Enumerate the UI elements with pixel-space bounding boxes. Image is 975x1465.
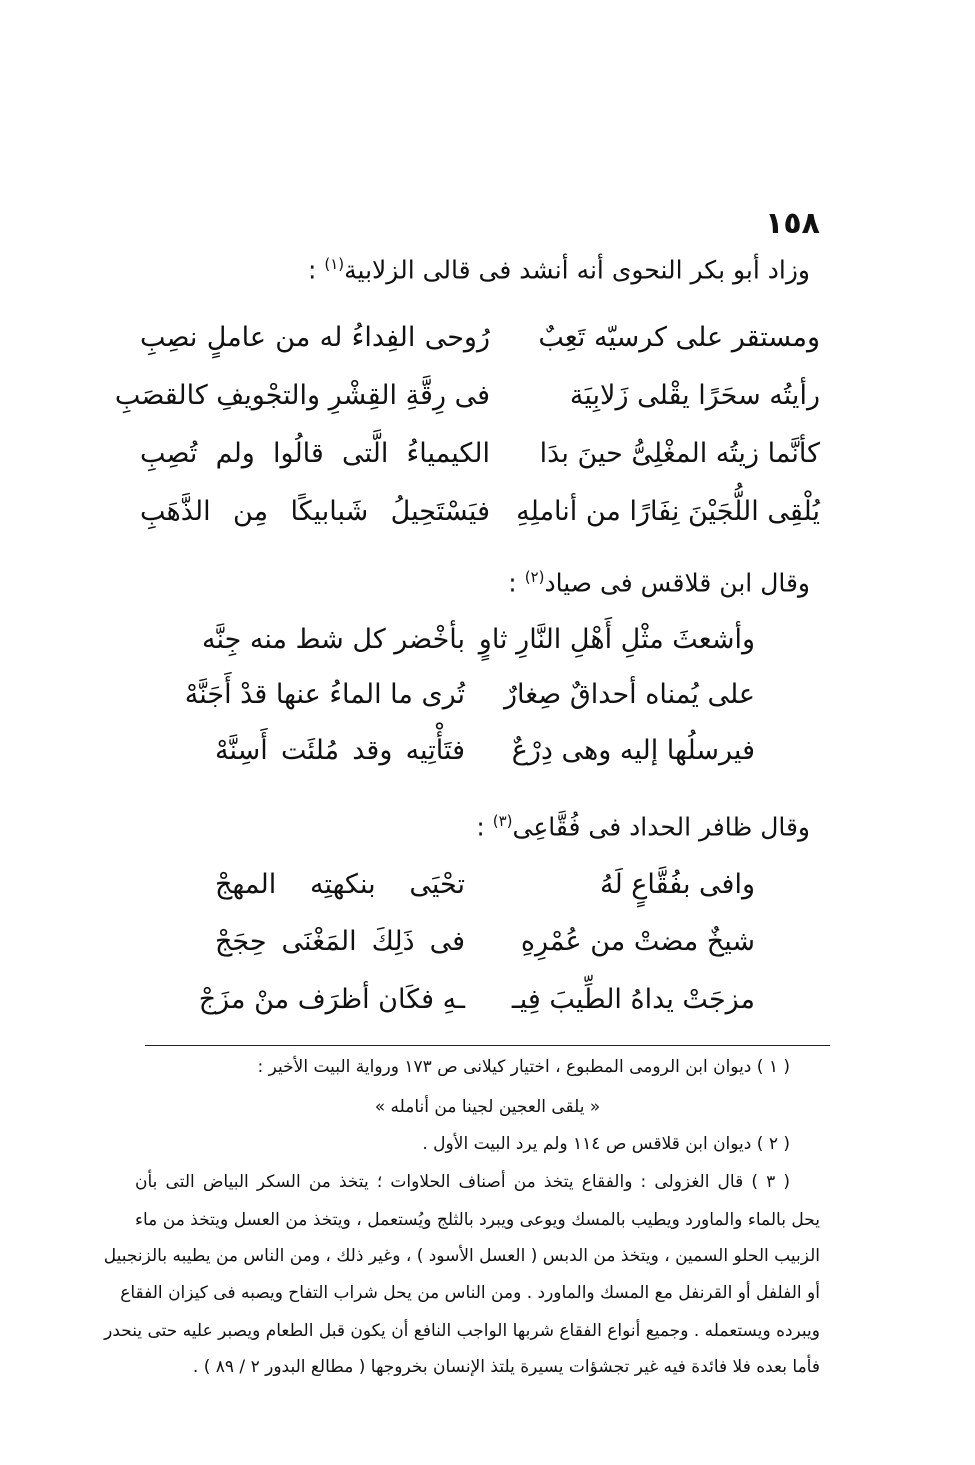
verse-second-hemistich: تحْيَى بنكهتِه المهجْ xyxy=(215,869,465,900)
verse-first-hemistich: ومستقر على كرسيّه تَعِبٌ xyxy=(538,322,820,353)
footnote-3-last-line: فأما بعده فلا فائدة فيه غير تجشؤات يسيرة يلتذ الإنسان بخروجها ( مطالع البدور ٢ / ٨٩ ) . xyxy=(192,1357,820,1377)
verse-first-hemistich: مزجَتْ يداهُ الطِّيبَ فِيـ xyxy=(511,984,755,1015)
verse-first-hemistich: على يُمناه أحداقٌ صِغارٌ xyxy=(504,679,755,710)
intro-colon: : xyxy=(508,568,517,598)
intro-colon: : xyxy=(476,812,485,842)
verse-second-hemistich: فى رِقَّةِ القِشْرِ والتجْويفِ كالقصَبِ xyxy=(114,380,490,411)
verse-line xyxy=(198,984,755,1034)
verse-first-hemistich: يُلْقِى اللُّجَيْنَ نِفَارًا من أناملِهِ xyxy=(516,496,820,527)
verse-second-hemistich: بأخْضر كل شط منه جِنَّه xyxy=(201,624,465,655)
verse-line xyxy=(140,496,820,546)
verse-second-hemistich: تُرى ما الماءُ عنها قدْ أَجَنَّهْ xyxy=(184,679,465,710)
verse-first-hemistich: رأيتُه سحَرًا يقْلى زَلابِيَة xyxy=(569,380,820,411)
footnote-1-quote: « يلقى العجين لجينا من أنامله » xyxy=(374,1097,601,1117)
section-intro xyxy=(170,568,810,597)
verse-second-hemistich: رُوحى الفِداءُ له من عاملٍ نصِبِ xyxy=(140,322,490,353)
section-intro xyxy=(170,255,810,284)
verse-line xyxy=(184,679,755,729)
section-intro xyxy=(170,812,810,841)
footnote-3-line: ويبرده ويستعمله . وجميع أنواع الفقاع شربها الواجب النافع أن يكون قبل الطعام ويصبر عليه حتى ينحدر xyxy=(104,1321,820,1341)
footnote-3-line: يحل بالماء والماورد ويطيب بالمسك ويوعى ويبرد بالثلج ويُستعمل ، ويتخذ من العسل ويتخذ من ماء xyxy=(135,1210,820,1230)
intro-text: وقال ظافر الحداد فى فُقَّاعِى xyxy=(512,812,810,842)
verse-first-hemistich: وأشعثَ مثْلِ أَهْلِ النَّارِ ثاوٍ xyxy=(478,624,755,655)
verse-first-hemistich: فيرسلُها إليه وهى دِرْعٌ xyxy=(511,735,755,766)
verse-line xyxy=(215,869,755,919)
intro-text: وقال ابن قلاقس فى صياد xyxy=(544,568,810,598)
intro-colon: : xyxy=(307,255,317,285)
footnote-1: ( ١ ) ديوان ابن الرومى المطبوع ، اختيار كيلانى ص ١٧٣ ورواية البيت الأخير : xyxy=(257,1057,790,1077)
footnote-3-line: ( ٣ ) قال الغزولى : والفقاع يتخذ من أصناف الحلاوات ؛ يتخذ من السكر البياض التى بأن xyxy=(135,1172,790,1192)
footnote-ref: (٣) xyxy=(492,812,513,830)
verse-line xyxy=(140,438,820,488)
verse-second-hemistich: الكيمياءُ الَّتى قالُوا ولم تُصِبِ xyxy=(140,438,490,469)
footnote-3-line: أو الفلفل أو القرنفل مع المسك والماورد . ومن الناس من يحل شراب التفاح ويصبه فى كيزان الفقاع xyxy=(120,1283,820,1303)
footnote-ref: (٢) xyxy=(524,568,545,586)
verse-first-hemistich: شيخٌ مضتْ من عُمْرِهِ xyxy=(520,926,755,957)
footnote-ref: (١) xyxy=(324,255,345,273)
verse-first-hemistich: كأنَّما زيتُه المغْلِىُّ حينَ بدَا xyxy=(539,438,820,469)
verse-line xyxy=(215,735,755,785)
footnote-3-line: الزبيب الحلو السمين ، ويتخذ من الدبس ( العسل الأسود ) ، وغير ذلك ، ومن الناس من يطيبه بالزنجبيل xyxy=(103,1246,820,1266)
verse-second-hemistich: ـهِ فكَان أظرَف منْ مزَجْ xyxy=(198,984,465,1015)
verse-second-hemistich: فى ذَلِكَ المَغْنَى حِجَجْ xyxy=(215,926,465,957)
footnote-divider xyxy=(145,1045,830,1046)
verse-line xyxy=(140,322,820,372)
verse-line xyxy=(215,926,755,976)
verse-second-hemistich: فتَأْتِيه وقد مُلئَت أَسِنَّهْ xyxy=(215,735,465,766)
verse-second-hemistich: فيَسْتَحِيلُ شَبابيكًا مِن الذَّهَبِ xyxy=(140,496,490,527)
intro-text: وزاد أبو بكر النحوى أنه أنشد فى قالى الزلابية xyxy=(344,255,810,285)
verse-first-hemistich: وافى بفُقَّاعٍ لَهُ xyxy=(600,869,755,900)
verse-line xyxy=(201,624,755,674)
verse-line xyxy=(114,380,820,430)
page-number: ١٥٨ xyxy=(765,206,820,241)
footnote-2: ( ٢ ) ديوان ابن قلاقس ص ١١٤ ولم يرد البيت الأول . xyxy=(422,1134,790,1154)
